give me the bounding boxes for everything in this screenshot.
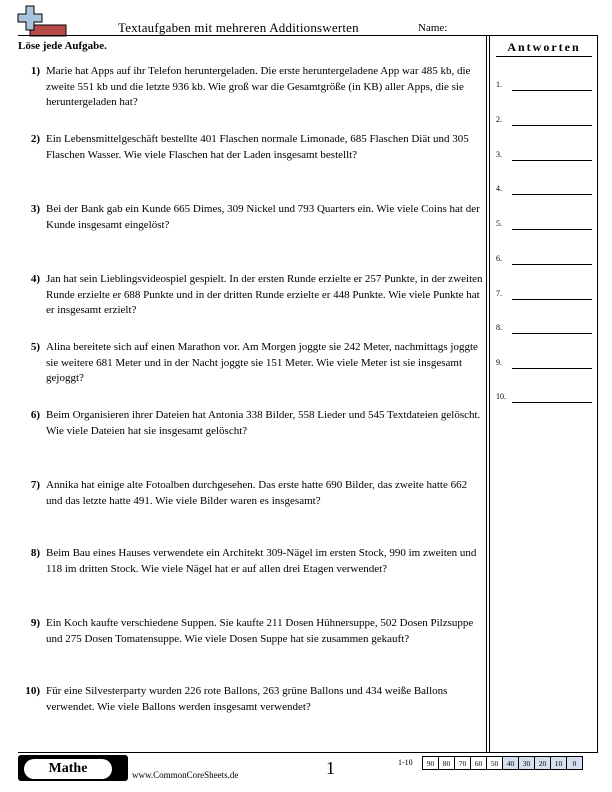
- answer-line[interactable]: [512, 368, 592, 369]
- answer-number: 2.: [496, 115, 502, 124]
- score-cell: 80: [439, 757, 455, 770]
- problem-number: 1): [30, 65, 40, 77]
- answer-line[interactable]: [512, 229, 592, 230]
- score-cell: 20: [535, 757, 551, 770]
- score-cell: 90: [423, 757, 439, 770]
- score-cell: 30: [519, 757, 535, 770]
- answer-row-10: [496, 390, 594, 404]
- answer-line[interactable]: [512, 160, 592, 161]
- problem-text: Ein Lebensmittelgeschäft bestellte 401 Flaschen normale Limonade, 685 Flaschen Diät und 305 Flaschen Wasser. Wie viele Flaschen hat der Laden insgesamt bestellt?: [46, 133, 469, 161]
- problem-text: Für eine Silvesterparty wurden 226 rote Ballons, 263 grüne Ballons und 434 weiße Ballons verwendet. Wie viele Ballons werden insgesamt verwendet?: [46, 685, 448, 713]
- answer-number: 10.: [496, 392, 506, 401]
- subject-badge: Mathe: [24, 759, 112, 779]
- problem-text: Beim Organisieren ihrer Dateien hat Antonia 338 Bilder, 558 Lieder und 545 Textdateien gelöscht. Wie viele Dateien hat sie insgesamt gelöscht?: [46, 409, 481, 437]
- problem-number: 10): [25, 685, 40, 697]
- problem-number: 3): [30, 203, 40, 215]
- answer-line[interactable]: [512, 194, 592, 195]
- answer-row-2: [496, 113, 594, 127]
- answer-row-6: [496, 252, 594, 266]
- answer-number: 3.: [496, 150, 502, 159]
- answer-number: 9.: [496, 358, 502, 367]
- answers-title-underline: [496, 56, 592, 57]
- answers-title: Antworten: [507, 40, 581, 54]
- answer-line[interactable]: [512, 333, 592, 334]
- page-title: Textaufgaben mit mehreren Additionswerten: [118, 20, 359, 35]
- problem-number: 8): [30, 547, 40, 559]
- answer-row-1: [496, 78, 594, 92]
- answer-row-8: [496, 321, 594, 335]
- answer-number: 6.: [496, 254, 502, 263]
- problem-text: Jan hat sein Lieblingsvideospiel gespielt. In der ersten Runde erzielte er 257 Punkte, in der zweiten Runde erzielte er 688 Punkte und in der dritten Runde erzielte er 448 Punkte. Wie viele Punkte hat er insgesamt erzielt?: [46, 273, 483, 317]
- problem-text: Annika hat einige alte Fotoalben durchgesehen. Das erste hatte 690 Bilder, das zweite hatte 662 und das letzte hatte 491. Wie viele Bilder waren es insgesamt?: [46, 479, 468, 507]
- problem-text: Alina bereitete sich auf einen Marathon vor. Am Morgen joggte sie 242 Meter, nachmittags joggte sie weitere 681 Meter und in der Nacht joggte sie 151 Meter. Wie viele Meter ist sie insgesamt gejoggt?: [46, 341, 478, 385]
- answer-number: 8.: [496, 323, 502, 332]
- answer-row-3: [496, 148, 594, 162]
- problem-text: Beim Bau eines Hauses verwendete ein Architekt 309-Nägel im ersten Stock, 990 im zweiten und 118 im dritten Stock. Wie viele Nägel hat er auf allen drei Etagen verwendet?: [46, 547, 477, 575]
- score-cell: 40: [503, 757, 519, 770]
- problem-text: Ein Koch kaufte verschiedene Suppen. Sie kaufte 211 Dosen Hühnersuppe, 502 Dosen Pilzsuppe und 275 Dosen Tomatensuppe. Wie viele Dosen Suppe hat sie zusammen gekauft?: [46, 617, 474, 645]
- logo-icon: [16, 5, 68, 37]
- answers-column: [490, 36, 598, 752]
- footer-rule: [18, 752, 598, 753]
- answer-row-5: [496, 217, 594, 231]
- page-number: 1: [326, 758, 335, 778]
- problem-text: Bei der Bank gab ein Kunde 665 Dimes, 309 Nickel und 793 Quarters ein. Wie viele Coins hat der Kunde insgesamt eingelöst?: [46, 203, 480, 231]
- answer-line[interactable]: [512, 264, 592, 265]
- answer-row-7: [496, 287, 594, 301]
- footer-url: www.CommonCoreSheets.de: [132, 770, 239, 780]
- problem-number: 2): [30, 133, 40, 145]
- problem-number: 7): [30, 479, 40, 491]
- score-cell: 10: [551, 757, 567, 770]
- problems-column: [18, 36, 484, 752]
- answer-row-4: [496, 182, 594, 196]
- answer-number: 4.: [496, 184, 502, 193]
- answer-line[interactable]: [512, 90, 592, 91]
- problem-number: 4): [30, 273, 40, 285]
- score-cell: 70: [455, 757, 471, 770]
- problem-number: 6): [30, 409, 40, 421]
- problem-text: Marie hat Apps auf ihr Telefon heruntergeladen. Die erste heruntergeladene App war 485 kb, die zweite 551 kb und die letzte 936 kb. Wie groß war die Gesamtgröße (in KB) aller Apps, die sie heruntergeladen hat?: [46, 65, 471, 109]
- score-table: [422, 756, 583, 770]
- score-cell: 60: [471, 757, 487, 770]
- instructions: Löse jede Aufgabe.: [18, 40, 107, 52]
- answer-line[interactable]: [512, 299, 592, 300]
- answer-line[interactable]: [512, 402, 592, 403]
- answer-line[interactable]: [512, 125, 592, 126]
- answer-number: 7.: [496, 289, 502, 298]
- answer-number: 5.: [496, 219, 502, 228]
- problem-number: 5): [30, 341, 40, 353]
- answer-number: 1.: [496, 80, 502, 89]
- score-cell: 0: [567, 757, 583, 770]
- answer-row-9: [496, 356, 594, 370]
- name-label: Name:: [418, 22, 448, 34]
- score-cell: 50: [487, 757, 503, 770]
- score-range-label: 1-10: [398, 758, 413, 767]
- problem-number: 9): [30, 617, 40, 629]
